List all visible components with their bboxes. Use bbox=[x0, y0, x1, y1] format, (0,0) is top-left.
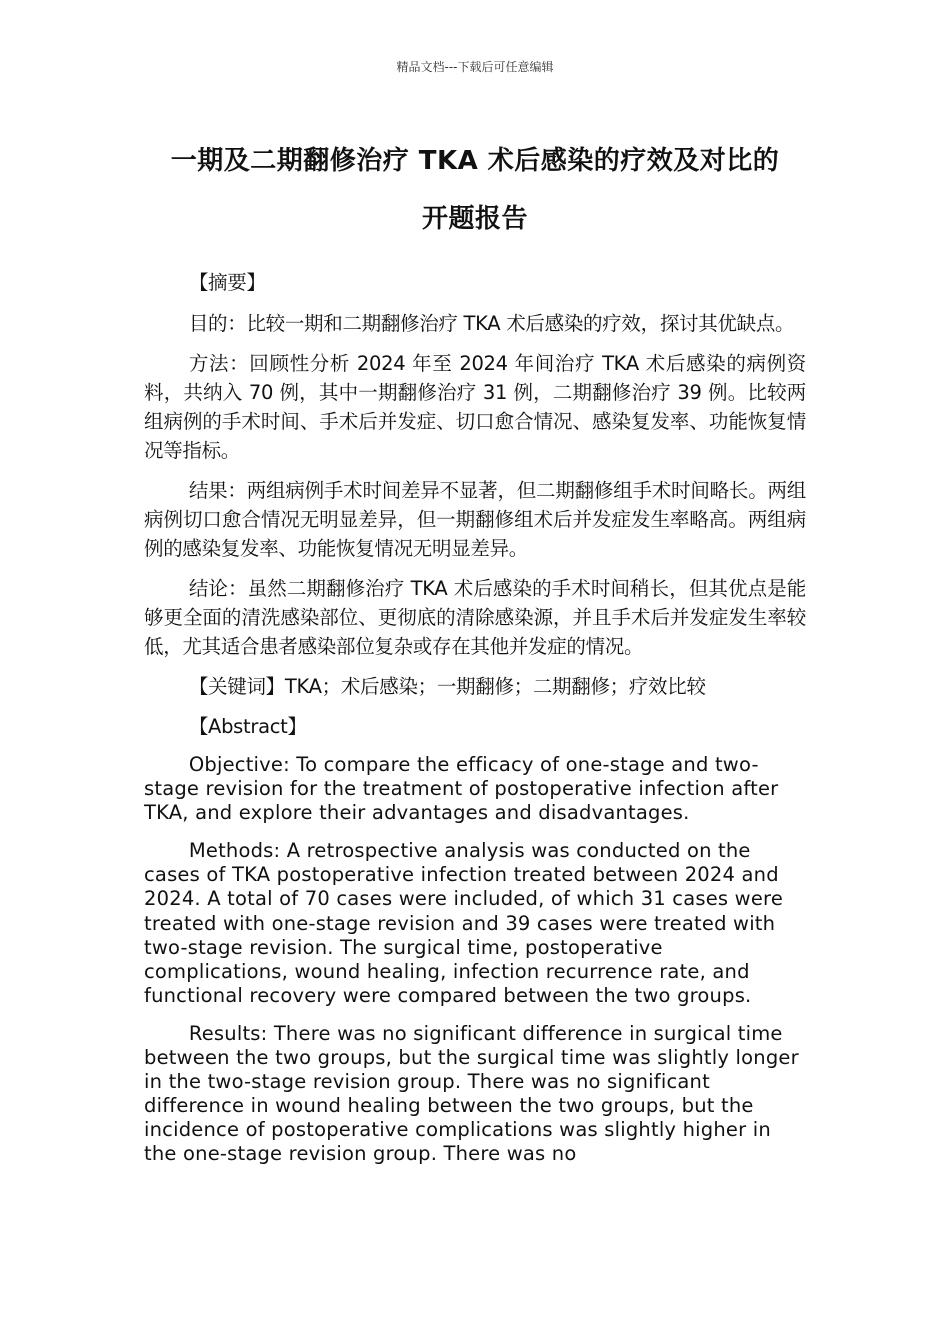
document-body bbox=[144, 268, 806, 1181]
methods-en: Methods: A retrospective analysis was conducted on the cases of TKA postoperative infection treated between 2024 and 2024. A total of 70 cases were included, of which 31 cases were treated with one-stage revision and 39 cases were treated with two-stage revision. The surgical time, postoperative complications, wound healing, infection recurrence rate, and functional recovery were compared between the two groups. bbox=[144, 839, 784, 1007]
abstract-heading-cn: 【摘要】 bbox=[188, 271, 266, 294]
objective-cn: 目的：比较一期和二期翻修治疗 TKA 术后感染的疗效，探讨其优缺点。 bbox=[188, 312, 795, 335]
objective-en: Objective: To compare the efficacy of one-stage and two-stage revision for the treatment of postoperative infection after TKA, and explore their advantages and disadvantages. bbox=[144, 753, 779, 825]
results-en: Results: There was no significant difference in surgical time between the two groups, but the surgical time was slightly longer in the two-stage revision group. There was no significant difference in wound healing between the two groups, but the incidence of postoperative complications was slightly higher in the one-stage revision group. There was no bbox=[144, 1021, 799, 1166]
document-title bbox=[120, 132, 830, 248]
methods-cn: 方法：回顾性分析 2024 年至 2024 年间治疗 TKA 术后感染的病例资料，共纳入 70 例，其中一期翻修治疗 31 例，二期翻修治疗 39 例。比较两组病例的手术时间、手术后并发症、切口愈合情况、感染复发率、功能恢复情况等指标。 bbox=[144, 352, 806, 462]
results-cn: 结果：两组病例手术时间差异不显著，但二期翻修组手术时间略长。两组病例切口愈合情况无明显差异，但一期翻修组术后并发症发生率略高。两组病例的感染复发率、功能恢复情况无明显差异。 bbox=[144, 479, 806, 560]
title-line-1: 一期及二期翻修治疗 TKA 术后感染的疗效及对比的 bbox=[170, 146, 780, 176]
conclusion-cn: 结论：虽然二期翻修治疗 TKA 术后感染的手术时间稍长，但其优点是能够更全面的清洗感染部位、更彻底的清除感染源，并且手术后并发症发生率较低，尤其适合患者感染部位复杂或存在其他并发症的情况。 bbox=[144, 577, 806, 658]
title-line-2: 开题报告 bbox=[421, 204, 528, 234]
keywords-cn: 【关键词】TKA；术后感染；一期翻修；二期翻修；疗效比较 bbox=[188, 675, 706, 698]
abstract-heading-en: 【Abstract】 bbox=[188, 715, 307, 738]
page-header: 精品文档---下载后可任意编辑 bbox=[396, 60, 554, 74]
